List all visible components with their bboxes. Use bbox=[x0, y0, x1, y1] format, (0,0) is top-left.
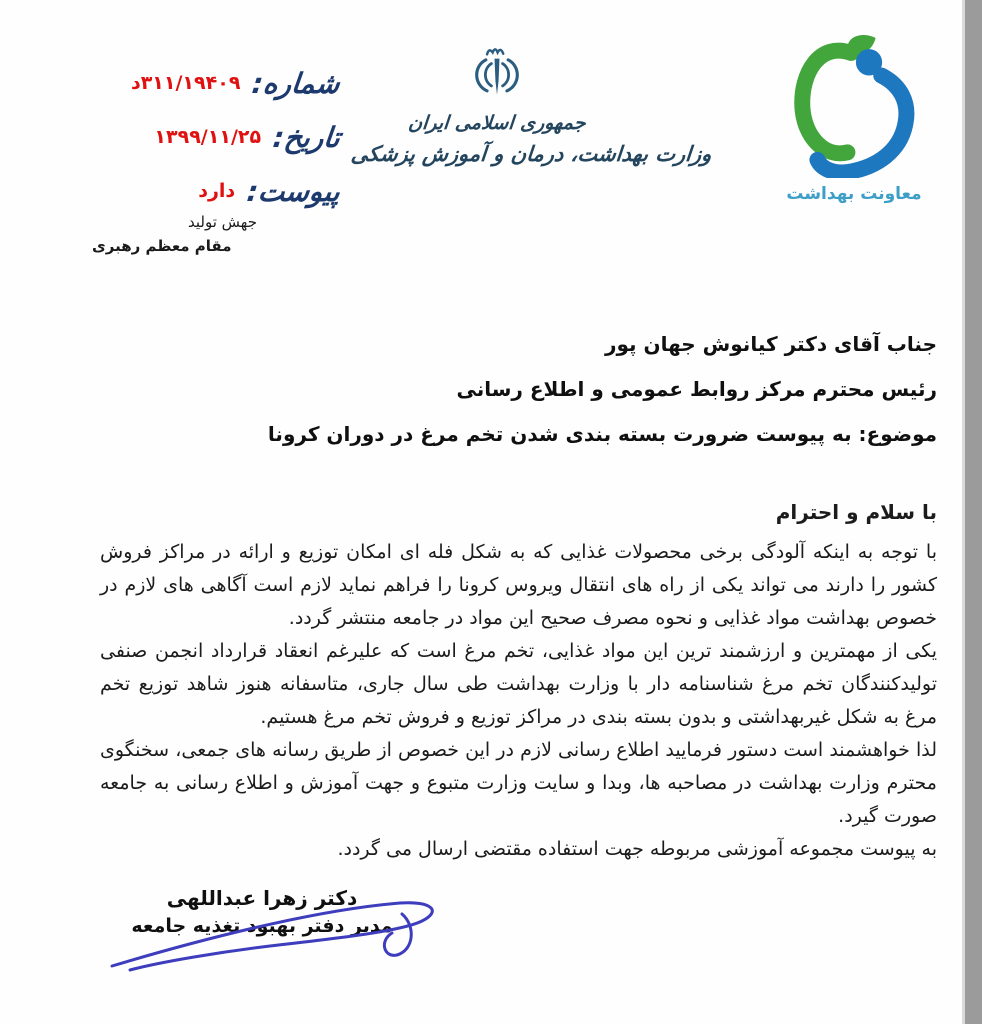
date-label: تاریخ: bbox=[271, 120, 342, 154]
signature-block bbox=[112, 886, 412, 937]
health-deputy-logo bbox=[778, 32, 930, 204]
year-slogan: جهش تولید bbox=[188, 213, 257, 231]
supreme-leader-caption: مقام معظم رهبری bbox=[92, 237, 232, 255]
metadata-row-attachment bbox=[86, 164, 340, 218]
ministry-name: وزارت بهداشت، درمان و آموزش پزشکی bbox=[349, 142, 713, 166]
iran-emblem-icon bbox=[466, 42, 528, 110]
health-deputy-caption: معاونت بهداشت bbox=[786, 184, 922, 204]
body-paragraph-1: با توجه به اینکه آلودگی برخی محصولات غذایی که به شکل فله ای امکان توزیع و ارائه در مراکز فروش کشور را دارند می تواند یکی از راه های انتقال ویروس کرونا را فراهم نماید لازم است آگاهی های لازم در خصوص بهداشت مواد غذایی و نحوه مصرف صحیح این مواد در جامعه منتشر گردد. bbox=[100, 541, 937, 629]
signer-name: دکتر زهرا عبداللهی bbox=[166, 886, 358, 910]
body-paragraph-4: به پیوست مجموعه آموزشی مربوطه جهت استفاده مقتضی ارسال می گردد. bbox=[337, 838, 937, 860]
body-paragraph-3: لذا خواهشمند است دستور فرمایید اطلاع رسانی لازم در این خصوص از طریق رسانه های جمعی، سخنگوی محترم وزارت بهداشت در مصاحبه ها، وبدا و سایت وزارت متبوع و جهت آموزش و اطلاع رسانی به جامعه صورت گیرد. bbox=[100, 739, 937, 827]
salutation: با سلام و احترام bbox=[775, 500, 937, 524]
country-name: جمهوری اسلامی ایران bbox=[407, 112, 587, 134]
scrollbar[interactable] bbox=[962, 0, 982, 1024]
attachment-value: دارد bbox=[198, 180, 236, 202]
attachment-label: پیوست: bbox=[245, 174, 342, 208]
number-label: شماره: bbox=[250, 66, 342, 100]
letter-body bbox=[100, 500, 937, 866]
subject-line: موضوع: به پیوست ضرورت بسته بندی شدن تخم مرغ در دوران کرونا bbox=[267, 422, 937, 446]
metadata-row-date bbox=[86, 110, 340, 164]
letterhead-center bbox=[349, 42, 713, 166]
health-deputy-logo-icon bbox=[793, 32, 915, 178]
signer-title: مدیر دفتر بهبود تغذیه جامعه bbox=[131, 915, 393, 937]
date-value: ۱۳۹۹/۱۱/۲۵ bbox=[154, 126, 262, 148]
recipient-block bbox=[268, 322, 937, 457]
recipient-name: جناب آقای دکتر کیانوش جهان پور bbox=[604, 332, 937, 356]
body-paragraph-2: یکی از مهمترین و ارزشمند ترین این مواد غذایی، تخم مرغ است که علیرغم انعقاد قرارداد انجمن صنفی تولیدکنندگان تخم مرغ شناسنامه دار با وزارت بهداشت طی سال جاری، متاسفانه هنوز شاهد توزیع تخم مرغ به شکل غیربهداشتی و بدون بسته بندی در مراکز توزیع و فروش تخم مرغ هستیم. bbox=[100, 640, 937, 728]
recipient-title: رئیس محترم مرکز روابط عمومی و اطلاع رسانی bbox=[456, 377, 937, 401]
letter-metadata bbox=[86, 56, 340, 218]
number-value: ۳۱۱/۱۹۴۰۹د bbox=[130, 72, 241, 94]
metadata-row-number bbox=[86, 56, 340, 110]
